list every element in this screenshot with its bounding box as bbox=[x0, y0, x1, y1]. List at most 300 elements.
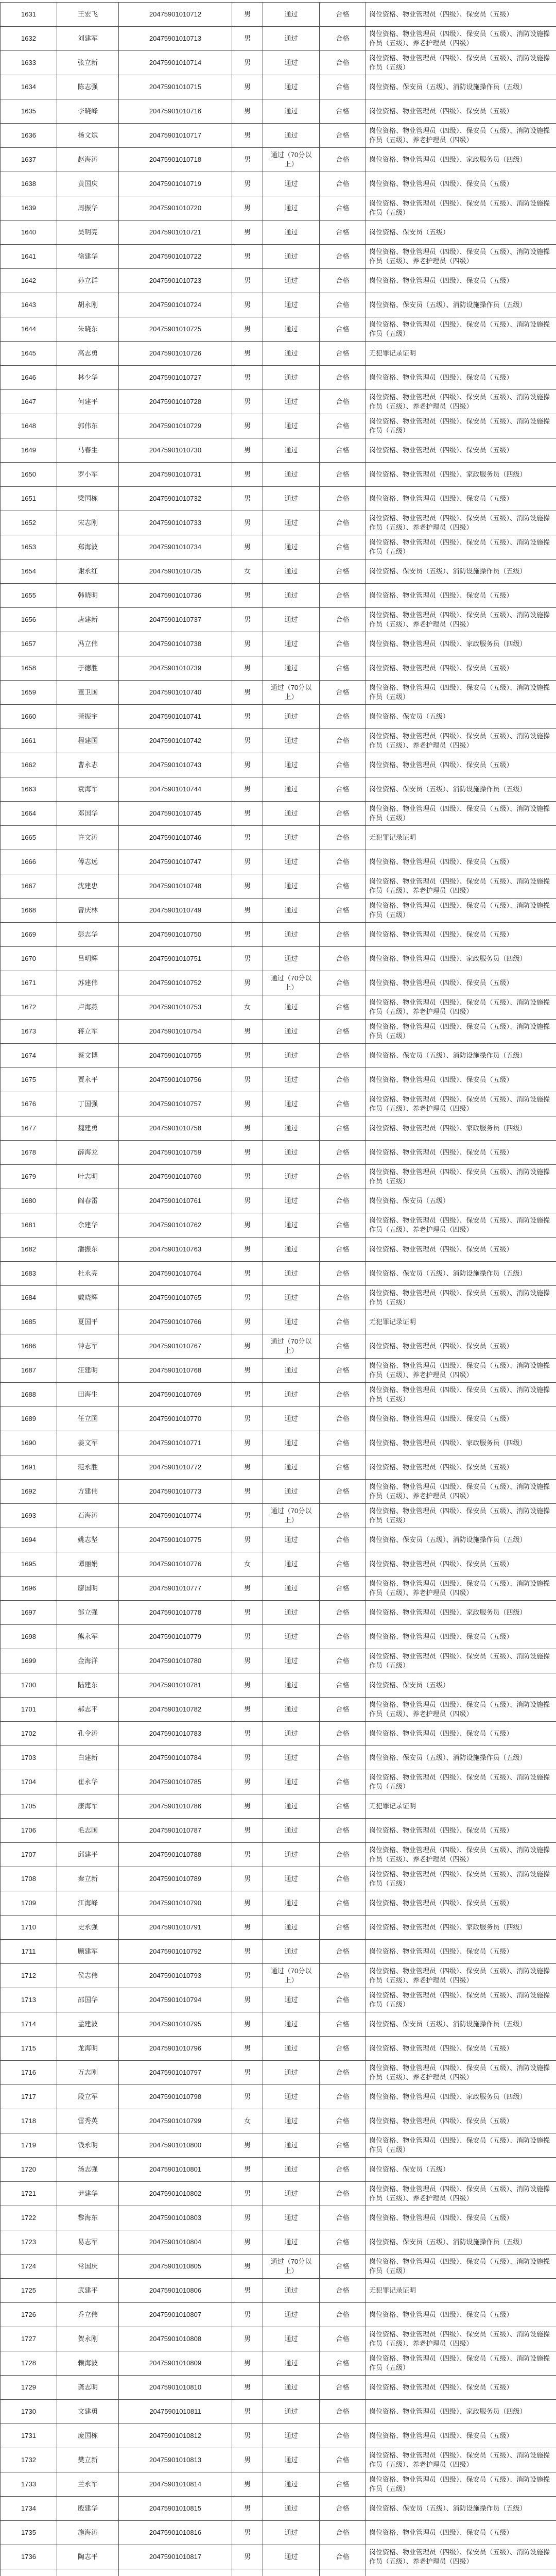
row-number: 1641 bbox=[1, 245, 57, 269]
qualification-cell: 合格 bbox=[320, 245, 366, 269]
detail-cell: 岗位资格、物业管理员（四级）、保安员（五级） bbox=[366, 2521, 556, 2545]
exam-id-cell: 20475901010761 bbox=[119, 1189, 232, 1213]
exam-id-cell: 20475901010745 bbox=[119, 802, 232, 826]
result-cell: 通过 bbox=[263, 1116, 320, 1141]
table-row bbox=[1, 1964, 556, 1988]
qualification-cell: 合格 bbox=[320, 608, 366, 632]
gender-cell: 男 bbox=[232, 487, 263, 511]
name-cell: 孙立群 bbox=[57, 269, 119, 293]
gender-cell: 男 bbox=[232, 802, 263, 826]
row-number: 1663 bbox=[1, 777, 57, 802]
table-row bbox=[1, 1116, 556, 1141]
name-cell: 叶志明 bbox=[57, 1165, 119, 1189]
exam-id-cell: 20475901010798 bbox=[119, 2085, 232, 2109]
table-row bbox=[1, 2303, 556, 2327]
result-cell: 通过 bbox=[263, 1020, 320, 1044]
row-number: 1670 bbox=[1, 947, 57, 971]
table-row bbox=[1, 2400, 556, 2424]
result-cell: 通过（70分以上） bbox=[263, 1334, 320, 1359]
name-cell: 兰永军 bbox=[57, 2472, 119, 2497]
gender-cell: 男 bbox=[232, 99, 263, 124]
table-row bbox=[1, 2085, 556, 2109]
name-cell: 郭伟东 bbox=[57, 414, 119, 438]
table-row bbox=[1, 681, 556, 705]
qualification-cell: 合格 bbox=[320, 1213, 366, 1238]
exam-id-cell: 20475901010751 bbox=[119, 947, 232, 971]
qualification-cell: 合格 bbox=[320, 1116, 366, 1141]
qualification-cell: 合格 bbox=[320, 1819, 366, 1843]
gender-cell: 男 bbox=[232, 2545, 263, 2569]
row-number: 1728 bbox=[1, 2351, 57, 2376]
name-cell: 武建平 bbox=[57, 2279, 119, 2303]
table-row bbox=[1, 1068, 556, 1092]
results-table bbox=[0, 2, 556, 2576]
table-row bbox=[1, 414, 556, 438]
qualification-cell: 合格 bbox=[320, 2424, 366, 2448]
exam-id-cell: 20475901010713 bbox=[119, 27, 232, 51]
result-cell: 通过 bbox=[263, 1722, 320, 1746]
gender-cell: 男 bbox=[232, 2497, 263, 2521]
table-row bbox=[1, 487, 556, 511]
result-cell: 通过 bbox=[263, 2012, 320, 2037]
table-row bbox=[1, 2133, 556, 2158]
name-cell: 陶志平 bbox=[57, 2545, 119, 2569]
gender-cell: 男 bbox=[232, 317, 263, 342]
exam-id-cell: 20475901010718 bbox=[119, 148, 232, 172]
name-cell: 龙海明 bbox=[57, 2037, 119, 2061]
name-cell: 丁国强 bbox=[57, 1092, 119, 1116]
name-cell: 李晓峰 bbox=[57, 99, 119, 124]
detail-cell: 岗位资格、物业管理员（四级）、保安员（五级）、消防设施操作员（五级） bbox=[366, 2255, 556, 2279]
qualification-cell: 合格 bbox=[320, 27, 366, 51]
table-row bbox=[1, 1238, 556, 1262]
name-cell: 方建伟 bbox=[57, 1480, 119, 1504]
detail-cell: 无犯罪记录证明 bbox=[366, 1310, 556, 1334]
detail-cell: 岗位资格、保安员（五级） bbox=[366, 705, 556, 729]
row-number: 1687 bbox=[1, 1359, 57, 1383]
name-cell: 蒋立军 bbox=[57, 1020, 119, 1044]
name-cell: 于德胜 bbox=[57, 656, 119, 681]
name-cell: 毛志国 bbox=[57, 1819, 119, 1843]
result-cell: 通过 bbox=[263, 1431, 320, 1455]
table-row bbox=[1, 366, 556, 390]
result-cell: 通过 bbox=[263, 1673, 320, 1698]
row-number: 1736 bbox=[1, 2545, 57, 2569]
table-row bbox=[1, 1577, 556, 1601]
name-cell: 曾庆林 bbox=[57, 899, 119, 923]
name-cell: 袁海军 bbox=[57, 777, 119, 802]
name-cell: 汤志强 bbox=[57, 2158, 119, 2182]
result-cell: 通过 bbox=[263, 2472, 320, 2497]
exam-id-cell: 20475901010714 bbox=[119, 51, 232, 75]
table-row bbox=[1, 1770, 556, 1794]
exam-id-cell: 20475901010733 bbox=[119, 511, 232, 535]
exam-id-cell: 20475901010786 bbox=[119, 1794, 232, 1819]
result-cell: 通过 bbox=[263, 826, 320, 850]
name-cell: 施海涛 bbox=[57, 2521, 119, 2545]
gender-cell: 男 bbox=[232, 850, 263, 874]
exam-id-cell: 20475901010805 bbox=[119, 2255, 232, 2279]
qualification-cell: 合格 bbox=[320, 1407, 366, 1431]
exam-id-cell: 20475901010807 bbox=[119, 2303, 232, 2327]
detail-cell: 岗位资格、物业管理员（四级）、保安员（五级） bbox=[366, 1334, 556, 1359]
detail-cell: 岗位资格、物业管理员（四级）、保安员（五级）、消防设施操作员（五级） bbox=[366, 1383, 556, 1407]
result-cell: 通过 bbox=[263, 1819, 320, 1843]
detail-cell: 岗位资格、物业管理员（四级）、保安员（五级）、消防设施操作员（五级）、养老护理员（四级） bbox=[366, 995, 556, 1020]
name-cell: 郑海波 bbox=[57, 535, 119, 560]
table-row bbox=[1, 1528, 556, 1552]
row-number: 1643 bbox=[1, 293, 57, 317]
result-cell: 通过 bbox=[263, 2133, 320, 2158]
qualification-cell: 合格 bbox=[320, 1431, 366, 1455]
qualification-cell: 合格 bbox=[320, 2303, 366, 2327]
exam-id-cell: 20475901010722 bbox=[119, 245, 232, 269]
result-cell: 通过 bbox=[263, 1165, 320, 1189]
row-number: 1690 bbox=[1, 1431, 57, 1455]
table-row bbox=[1, 293, 556, 317]
result-cell: 通过 bbox=[263, 2545, 320, 2569]
name-cell: 罗小军 bbox=[57, 463, 119, 487]
result-cell: 通过 bbox=[263, 1867, 320, 1891]
result-cell: 通过 bbox=[263, 535, 320, 560]
qualification-cell: 合格 bbox=[320, 2279, 366, 2303]
name-cell: 冯立伟 bbox=[57, 632, 119, 656]
row-number: 1696 bbox=[1, 1577, 57, 1601]
detail-cell: 岗位资格、物业管理员（四级）、保安员（五级） bbox=[366, 753, 556, 777]
gender-cell: 男 bbox=[232, 2376, 263, 2400]
result-cell: 通过 bbox=[263, 1940, 320, 1964]
row-number: 1735 bbox=[1, 2521, 57, 2545]
detail-cell: 岗位资格、物业管理员（四级）、保安员（五级）、消防设施操作员（五级）、养老护理员（四级） bbox=[366, 1964, 556, 1988]
name-cell: 马春生 bbox=[57, 438, 119, 463]
row-number: 1640 bbox=[1, 221, 57, 245]
gender-cell: 男 bbox=[232, 2158, 263, 2182]
detail-cell: 岗位资格、物业管理员（四级）、保安员（五级） bbox=[366, 923, 556, 947]
detail-cell: 岗位资格、物业管理员（四级）、保安员（五级） bbox=[366, 172, 556, 196]
exam-id-cell: 20475901010774 bbox=[119, 1504, 232, 1528]
exam-id-cell: 20475901010716 bbox=[119, 99, 232, 124]
gender-cell: 男 bbox=[232, 1891, 263, 1916]
row-number: 1722 bbox=[1, 2206, 57, 2230]
detail-cell: 岗位资格、保安员（五级） bbox=[366, 1673, 556, 1698]
gender-cell: 男 bbox=[232, 1577, 263, 1601]
row-number: 1711 bbox=[1, 1940, 57, 1964]
detail-cell: 岗位资格、物业管理员（四级）、保安员（五级） bbox=[366, 584, 556, 608]
exam-id-cell: 20475901010771 bbox=[119, 1431, 232, 1455]
exam-id-cell: 20475901010810 bbox=[119, 2376, 232, 2400]
row-number: 1647 bbox=[1, 390, 57, 414]
gender-cell: 男 bbox=[232, 826, 263, 850]
qualification-cell: 合格 bbox=[320, 2448, 366, 2472]
detail-cell: 岗位资格、物业管理员（四级）、家政服务员（四级） bbox=[366, 2400, 556, 2424]
result-cell: 通过 bbox=[263, 608, 320, 632]
table-row bbox=[1, 221, 556, 245]
name-cell: 段立军 bbox=[57, 2085, 119, 2109]
exam-id-cell: 20475901010755 bbox=[119, 1044, 232, 1068]
gender-cell: 男 bbox=[232, 2230, 263, 2255]
qualification-cell: 合格 bbox=[320, 1068, 366, 1092]
table-row bbox=[1, 2545, 556, 2569]
qualification-cell: 合格 bbox=[320, 293, 366, 317]
result-cell: 通过 bbox=[263, 390, 320, 414]
table-row bbox=[1, 1649, 556, 1673]
row-number: 1723 bbox=[1, 2230, 57, 2255]
table-row bbox=[1, 1262, 556, 1286]
row-number: 1645 bbox=[1, 342, 57, 366]
detail-cell: 岗位资格、物业管理员（四级）、保安员（五级）、消防设施操作员（五级） bbox=[366, 1504, 556, 1528]
row-number: 1734 bbox=[1, 2497, 57, 2521]
result-cell: 通过 bbox=[263, 414, 320, 438]
name-cell: 傅志远 bbox=[57, 850, 119, 874]
qualification-cell: 合格 bbox=[320, 2230, 366, 2255]
exam-id-cell: 20475901010787 bbox=[119, 1819, 232, 1843]
row-number: 1639 bbox=[1, 196, 57, 221]
gender-cell: 男 bbox=[232, 1916, 263, 1940]
row-number: 1716 bbox=[1, 2061, 57, 2085]
detail-cell: 岗位资格、物业管理员（四级）、保安员（五级）、消防设施操作员（五级）、养老护理员（四级） bbox=[366, 874, 556, 899]
name-cell: 阎春雷 bbox=[57, 1189, 119, 1213]
gender-cell: 男 bbox=[232, 2085, 263, 2109]
row-number: 1646 bbox=[1, 366, 57, 390]
row-number: 1707 bbox=[1, 1843, 57, 1867]
qualification-cell: 合格 bbox=[320, 1092, 366, 1116]
table-row bbox=[1, 2497, 556, 2521]
exam-id-cell: 20475901010731 bbox=[119, 463, 232, 487]
detail-cell: 岗位资格、物业管理员（四级）、保安员（五级）、消防设施操作员（五级） bbox=[366, 414, 556, 438]
table-row bbox=[1, 802, 556, 826]
table-row bbox=[1, 1746, 556, 1770]
name-cell: 顾建军 bbox=[57, 1940, 119, 1964]
row-number: 1656 bbox=[1, 608, 57, 632]
qualification-cell: 合格 bbox=[320, 995, 366, 1020]
exam-id-cell: 20475901010727 bbox=[119, 366, 232, 390]
gender-cell: 男 bbox=[232, 2400, 263, 2424]
result-cell: 通过 bbox=[263, 2182, 320, 2206]
row-number: 1708 bbox=[1, 1867, 57, 1891]
name-cell: 吕明辉 bbox=[57, 947, 119, 971]
name-cell: 唐建新 bbox=[57, 608, 119, 632]
exam-id-cell: 20475901010757 bbox=[119, 1092, 232, 1116]
gender-cell: 男 bbox=[232, 777, 263, 802]
qualification-cell: 合格 bbox=[320, 1964, 366, 1988]
qualification-cell: 合格 bbox=[320, 1867, 366, 1891]
gender-cell: 男 bbox=[232, 681, 263, 705]
name-cell: 庞国栋 bbox=[57, 2424, 119, 2448]
detail-cell: 岗位资格、物业管理员（四级）、保安员（五级）、消防设施操作员（五级）、养老护理员（四级） bbox=[366, 608, 556, 632]
exam-id-cell: 20475901010737 bbox=[119, 608, 232, 632]
exam-id-cell: 20475901010808 bbox=[119, 2327, 232, 2351]
row-number: 1671 bbox=[1, 971, 57, 995]
name-cell: 刘建军 bbox=[57, 27, 119, 51]
exam-id-cell: 20475901010739 bbox=[119, 656, 232, 681]
row-number: 1636 bbox=[1, 124, 57, 148]
result-cell: 通过 bbox=[263, 293, 320, 317]
table-row bbox=[1, 2327, 556, 2351]
detail-cell: 岗位资格、物业管理员（四级）、保安员（五级）、消防设施操作员（五级） bbox=[366, 1988, 556, 2012]
table-row bbox=[1, 438, 556, 463]
row-number: 1657 bbox=[1, 632, 57, 656]
gender-cell: 男 bbox=[232, 1601, 263, 1625]
exam-id-cell: 20475901010735 bbox=[119, 560, 232, 584]
result-cell: 通过 bbox=[263, 2109, 320, 2133]
name-cell: 陆建东 bbox=[57, 1673, 119, 1698]
gender-cell: 男 bbox=[232, 124, 263, 148]
table-row bbox=[1, 1988, 556, 2012]
detail-cell: 岗位资格、保安员（五级）、消防设施操作员（五级） bbox=[366, 1528, 556, 1552]
name-cell: 殷建华 bbox=[57, 2497, 119, 2521]
table-row bbox=[1, 1480, 556, 1504]
detail-cell: 无犯罪记录证明 bbox=[366, 342, 556, 366]
table-row bbox=[1, 2255, 556, 2279]
result-cell: 通过 bbox=[263, 2303, 320, 2327]
result-cell: 通过 bbox=[263, 366, 320, 390]
detail-cell: 岗位资格、物业管理员（四级）、保安员（五级） bbox=[366, 1141, 556, 1165]
result-cell: 通过 bbox=[263, 221, 320, 245]
result-cell: 通过 bbox=[263, 802, 320, 826]
exam-id-cell: 20475901010747 bbox=[119, 850, 232, 874]
result-cell: 通过 bbox=[263, 1601, 320, 1625]
table-row bbox=[1, 511, 556, 535]
table-row bbox=[1, 899, 556, 923]
qualification-cell: 合格 bbox=[320, 1504, 366, 1528]
qualification-cell: 合格 bbox=[320, 1334, 366, 1359]
gender-cell: 男 bbox=[232, 1286, 263, 1310]
result-cell: 通过 bbox=[263, 1649, 320, 1673]
qualification-cell: 合格 bbox=[320, 729, 366, 753]
row-number: 1713 bbox=[1, 1988, 57, 2012]
qualification-cell: 合格 bbox=[320, 560, 366, 584]
exam-id-cell: 20475901010753 bbox=[119, 995, 232, 1020]
row-number: 1642 bbox=[1, 269, 57, 293]
result-cell: 通过 bbox=[263, 245, 320, 269]
row-number: 1638 bbox=[1, 172, 57, 196]
row-number: 1706 bbox=[1, 1819, 57, 1843]
name-cell: 汪建明 bbox=[57, 1359, 119, 1383]
result-cell: 通过 bbox=[263, 1770, 320, 1794]
row-number: 1718 bbox=[1, 2109, 57, 2133]
row-number: 1694 bbox=[1, 1528, 57, 1552]
exam-id-cell: 20475901010802 bbox=[119, 2182, 232, 2206]
detail-cell: 岗位资格、物业管理员（四级）、保安员（五级）、消防设施操作员（五级） bbox=[366, 51, 556, 75]
row-number: 1675 bbox=[1, 1068, 57, 1092]
name-cell: 邱建平 bbox=[57, 1843, 119, 1867]
result-cell: 通过 bbox=[263, 51, 320, 75]
detail-cell: 岗位资格、物业管理员（四级）、保安员（五级） bbox=[366, 656, 556, 681]
table-row bbox=[1, 2012, 556, 2037]
result-cell: 通过（70分以上） bbox=[263, 681, 320, 705]
detail-cell: 岗位资格、保安员（五级）、消防设施操作员（五级） bbox=[366, 777, 556, 802]
qualification-cell: 合格 bbox=[320, 390, 366, 414]
qualification-cell: 合格 bbox=[320, 342, 366, 366]
exam-id-cell: 20475901010726 bbox=[119, 342, 232, 366]
qualification-cell: 合格 bbox=[320, 947, 366, 971]
gender-cell: 女 bbox=[232, 2109, 263, 2133]
exam-id-cell: 20475901010801 bbox=[119, 2158, 232, 2182]
result-cell: 通过 bbox=[263, 1092, 320, 1116]
result-cell: 通过 bbox=[263, 1746, 320, 1770]
gender-cell: 男 bbox=[232, 705, 263, 729]
name-cell: 潘振东 bbox=[57, 1238, 119, 1262]
table-row bbox=[1, 656, 556, 681]
gender-cell: 男 bbox=[232, 414, 263, 438]
table-row bbox=[1, 27, 556, 51]
gender-cell: 男 bbox=[232, 899, 263, 923]
detail-cell: 岗位资格、物业管理员（四级）、保安员（五级） bbox=[366, 3, 556, 27]
exam-id-cell: 20475901010814 bbox=[119, 2472, 232, 2497]
detail-cell: 岗位资格、物业管理员（四级）、保安员（五级）、消防设施操作员（五级） bbox=[366, 1286, 556, 1310]
result-cell: 通过 bbox=[263, 269, 320, 293]
row-number: 1676 bbox=[1, 1092, 57, 1116]
qualification-cell: 合格 bbox=[320, 1843, 366, 1867]
gender-cell: 男 bbox=[232, 196, 263, 221]
exam-id-cell: 20475901010754 bbox=[119, 1020, 232, 1044]
row-number: 1705 bbox=[1, 1794, 57, 1819]
qualification-cell: 合格 bbox=[320, 2327, 366, 2351]
row-number: 1684 bbox=[1, 1286, 57, 1310]
table-row bbox=[1, 124, 556, 148]
table-row bbox=[1, 463, 556, 487]
table-row bbox=[1, 1891, 556, 1916]
detail-cell: 岗位资格、物业管理员（四级）、保安员（五级）、消防设施操作员（五级）、养老护理员（四级） bbox=[366, 2448, 556, 2472]
table-row bbox=[1, 1819, 556, 1843]
detail-cell: 岗位资格、物业管理员（四级）、保安员（五级）、消防设施操作员（五级） bbox=[366, 1770, 556, 1794]
gender-cell: 男 bbox=[232, 1988, 263, 2012]
name-cell: 余建华 bbox=[57, 1213, 119, 1238]
qualification-cell: 合格 bbox=[320, 2376, 366, 2400]
name-cell: 邹立强 bbox=[57, 1601, 119, 1625]
gender-cell: 男 bbox=[232, 2037, 263, 2061]
gender-cell: 男 bbox=[232, 2351, 263, 2376]
result-cell: 通过 bbox=[263, 584, 320, 608]
row-number: 1680 bbox=[1, 1189, 57, 1213]
table-row bbox=[1, 3, 556, 27]
exam-id-cell: 20475901010791 bbox=[119, 1916, 232, 1940]
table-row bbox=[1, 172, 556, 196]
table-row bbox=[1, 2230, 556, 2255]
qualification-cell: 合格 bbox=[320, 414, 366, 438]
row-number: 1725 bbox=[1, 2279, 57, 2303]
result-cell: 通过 bbox=[263, 487, 320, 511]
result-cell: 通过 bbox=[263, 1843, 320, 1867]
gender-cell: 男 bbox=[232, 1455, 263, 1480]
result-cell: 通过 bbox=[263, 27, 320, 51]
qualification-cell: 合格 bbox=[320, 802, 366, 826]
table-row bbox=[1, 342, 556, 366]
qualification-cell: 合格 bbox=[320, 535, 366, 560]
name-cell: 史永强 bbox=[57, 1916, 119, 1940]
qualification-cell: 合格 bbox=[320, 1673, 366, 1698]
table-row bbox=[1, 632, 556, 656]
table-row bbox=[1, 2182, 556, 2206]
table-row bbox=[1, 2521, 556, 2545]
result-cell: 通过 bbox=[263, 1577, 320, 1601]
qualification-cell: 合格 bbox=[320, 3, 366, 27]
row-number: 1731 bbox=[1, 2424, 57, 2448]
detail-cell bbox=[366, 2569, 556, 2576]
row-number: 1732 bbox=[1, 2448, 57, 2472]
qualification-cell: 合格 bbox=[320, 2472, 366, 2497]
gender-cell: 男 bbox=[232, 2182, 263, 2206]
gender-cell: 男 bbox=[232, 1625, 263, 1649]
qualification-cell: 合格 bbox=[320, 1141, 366, 1165]
exam-id-cell: 20475901010721 bbox=[119, 221, 232, 245]
row-number: 1634 bbox=[1, 75, 57, 99]
exam-id-cell bbox=[119, 2569, 232, 2576]
result-cell: 通过 bbox=[263, 1262, 320, 1286]
qualification-cell: 合格 bbox=[320, 584, 366, 608]
qualification-cell: 合格 bbox=[320, 366, 366, 390]
gender-cell: 男 bbox=[232, 753, 263, 777]
